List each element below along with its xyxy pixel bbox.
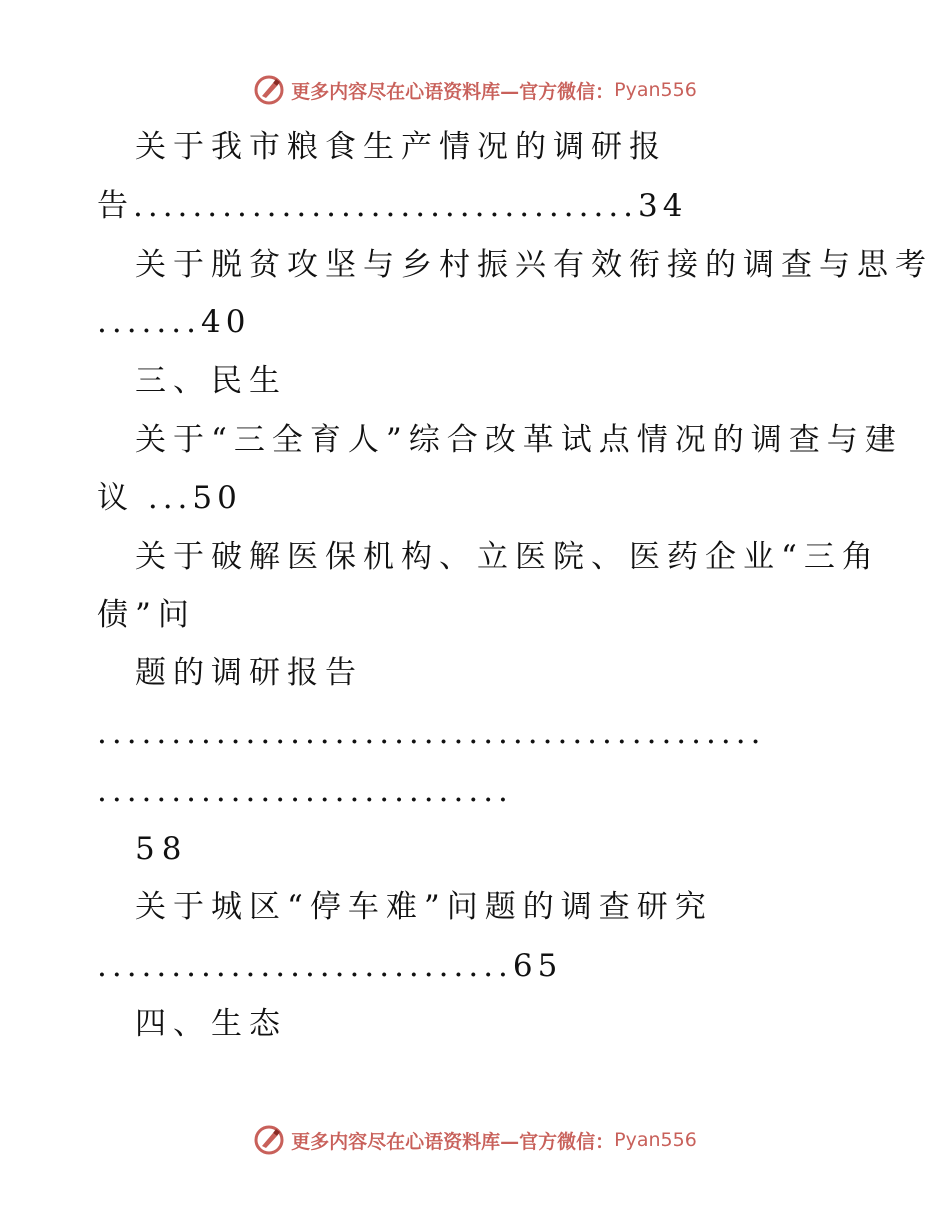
toc-entry-line: 关于城区“停车难”问题的调查研究 — [135, 889, 713, 925]
toc-entry-line: 关于我市粮食生产情况的调研报 — [135, 129, 667, 165]
toc-entry-line: 关于脱贫攻坚与乡村振兴有效衔接的调查与思考 — [135, 247, 933, 283]
watermark-text: 更多内容尽在心语资料库—官方微信： — [291, 1130, 615, 1153]
brush-logo-icon — [253, 1124, 285, 1156]
watermark-wechat-id: Pyan556 — [614, 1129, 697, 1151]
footer-watermark — [0, 1120, 950, 1160]
watermark-text: 更多内容尽在心语资料库—官方微信： — [291, 80, 615, 103]
toc-entry-line: 题的调研报告 — [135, 655, 363, 691]
toc-leader-line: 议 ...50 — [97, 480, 242, 516]
toc-entry-line: 债”问 — [97, 597, 196, 633]
toc-leader-line: .......40 — [97, 304, 251, 340]
toc-leader-line: 告..................................34 — [97, 188, 688, 224]
toc-leader-line: ............................ — [97, 773, 513, 809]
toc-entry-line: 关于破解医保机构、立医院、医药企业“三角 — [135, 539, 880, 575]
brush-logo-icon — [253, 74, 285, 106]
toc-leader-line: ............................................. — [97, 715, 766, 751]
watermark-wechat-id: Pyan556 — [614, 79, 697, 101]
section-heading: 三、民生 — [135, 363, 287, 399]
section-heading: 四、生态 — [135, 1006, 287, 1042]
toc-page-number: 58 — [135, 831, 189, 867]
toc-leader-line: ............................65 — [97, 948, 563, 984]
header-watermark — [0, 70, 950, 110]
toc-entry-line: 关于“三全育人”综合改革试点情况的调查与建 — [135, 422, 903, 458]
